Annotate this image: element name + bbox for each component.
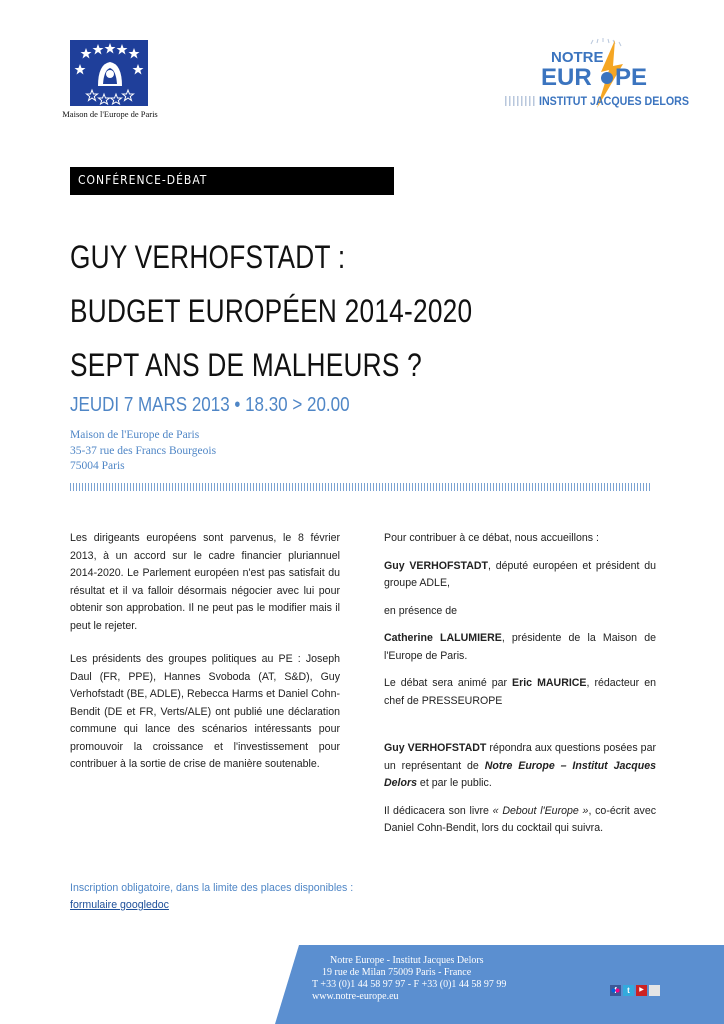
speaker-1-role: , député européen et président du groupe ADLE, bbox=[384, 559, 657, 589]
event-type-label: CONFÉRENCE-DÉBAT bbox=[78, 173, 208, 187]
paragraph: Les dirigeants européens sont parvenus, le 8 février 2013, à un accord sur le cadre financier pluriannuel 2014-2020. Le Parlement européen n'est pas satisfait du résultat et il va falloir désormais négocier avec lui pour obtenir son approbation. Il ne peut pas le modifier mais il peut le rejeter. bbox=[70, 532, 340, 632]
maison-europe-logo bbox=[60, 40, 160, 122]
venue-street: 35-37 rue des Francs Bourgeois bbox=[70, 444, 217, 457]
qa-mid: répondra aux questions posées par un représentant de bbox=[384, 742, 656, 772]
notre-europe-logo bbox=[505, 38, 695, 120]
eu-flag-icon bbox=[70, 40, 148, 106]
paragraph: Les présidents des groupes politiques au PE : Joseph Daul (FR, PPE), Hannes Svoboda (AT, S&D), Guy Verhofstadt (BE, ADLE), Rebecca Harms et Daniel Cohn-Bendit (DE et FR, Verts/ALE) ont publié une déclaration commune qui lance des scénarios intéressants pour promouvoir la croissance et l'investissement pour contribuer à la sortie de crise de manière soutenable. bbox=[70, 653, 340, 770]
youtube-icon[interactable]: ▶ bbox=[636, 985, 647, 996]
event-date-time: JEUDI 7 MARS 2013 • 18.30 > 20.00 bbox=[70, 394, 350, 416]
footer-phone: T +33 (0)1 44 58 97 97 - F +33 (0)1 44 58 97 99 bbox=[312, 979, 507, 990]
twitter-icon[interactable]: t bbox=[623, 985, 634, 996]
ne-logo-line2a: EUR bbox=[541, 64, 592, 91]
signing-pre: Il dédicacera son livre bbox=[384, 804, 493, 817]
qa-note bbox=[384, 740, 656, 793]
footer-contact-band bbox=[275, 945, 724, 1024]
footer-address: 19 rue de Milan 75009 Paris - France bbox=[322, 967, 472, 978]
registration-form-link[interactable]: formulaire googledoc bbox=[70, 899, 169, 911]
qa-org: Notre Europe – Institut Jacques Delors bbox=[384, 759, 656, 789]
moderator bbox=[384, 675, 656, 710]
footer-contact bbox=[312, 955, 506, 1003]
ne-logo-line3: INSTITUT JACQUES DELORS bbox=[539, 96, 690, 108]
moderator-name: Eric MAURICE bbox=[512, 677, 587, 689]
left-column bbox=[70, 530, 340, 790]
moderator-pre: Le débat sera animé par bbox=[384, 677, 513, 689]
speaker-2-name: Catherine LALUMIERE bbox=[384, 632, 502, 644]
speakers-intro: Pour contribuer à ce débat, nous accueillons : bbox=[384, 532, 599, 544]
dotted-divider bbox=[70, 483, 652, 491]
right-column bbox=[384, 530, 656, 848]
event-type-banner bbox=[70, 167, 394, 195]
registration-text: Inscription obligatoire, dans la limite des places disponibles : bbox=[70, 882, 354, 894]
title-line: BUDGET EUROPÉEN 2014-2020 bbox=[70, 293, 473, 329]
book-title: « Debout l'Europe » bbox=[492, 804, 589, 817]
qa-end: et par le public. bbox=[416, 777, 492, 789]
qa-speaker-name: Guy VERHOFSTADT bbox=[384, 742, 487, 754]
speaker-2-role: , présidente de la Maison de l'Europe de Paris. bbox=[384, 632, 656, 662]
maison-europe-logo-caption: Maison de l'Europe de Paris bbox=[62, 109, 158, 119]
venue-address bbox=[70, 428, 216, 475]
book-signing bbox=[384, 803, 656, 838]
venue-name: Maison de l'Europe de Paris bbox=[70, 429, 200, 441]
flickr-icon[interactable] bbox=[649, 985, 660, 996]
registration-note bbox=[70, 880, 353, 914]
speaker-1 bbox=[384, 558, 656, 593]
footer-website[interactable]: www.notre-europe.eu bbox=[312, 991, 399, 1002]
venue-city: 75004 Paris bbox=[70, 460, 125, 472]
title-line: GUY VERHOFSTADT : bbox=[70, 239, 346, 275]
signing-end: , co-écrit avec Daniel Cohn-Bendit, lors du cocktail qui suivra. bbox=[384, 804, 657, 834]
moderator-role: , rédacteur en chef de PRESSEUROPE bbox=[384, 677, 656, 707]
title-line: SEPT ANS DE MALHEURS ? bbox=[70, 347, 422, 383]
speaker-2 bbox=[384, 630, 656, 665]
event-title bbox=[70, 230, 670, 392]
speaker-1-name: Guy VERHOFSTADT bbox=[384, 559, 489, 572]
presence-note: en présence de bbox=[384, 604, 458, 617]
ne-logo-line1: NOTRE bbox=[551, 49, 604, 66]
social-icons bbox=[610, 985, 660, 996]
footer-org: Notre Europe - Institut Jacques Delors bbox=[330, 955, 484, 966]
ne-logo-line2b: PE bbox=[615, 64, 648, 91]
